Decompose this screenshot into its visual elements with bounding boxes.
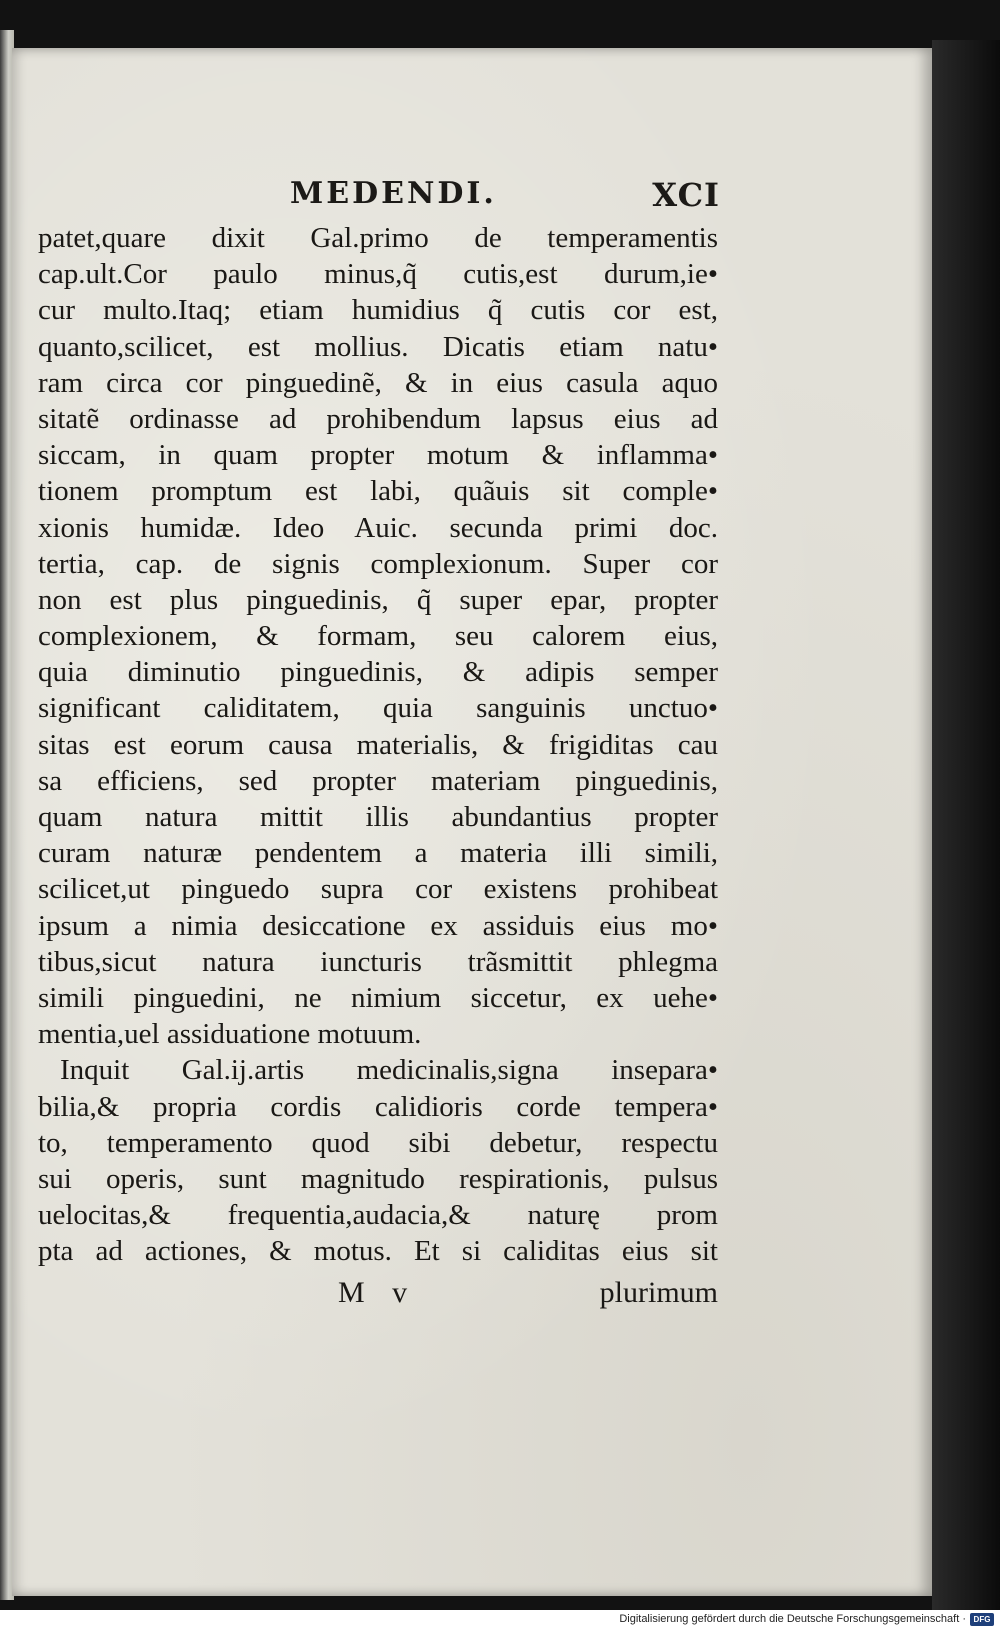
credit-bar [0, 1610, 1000, 1630]
text-line: complexionem, & formam, seu calorem eius, [38, 620, 718, 653]
body-text [38, 220, 718, 1269]
text-line: siccam, in quam propter motum & inflamma• [38, 439, 718, 472]
text-line: Inquit Gal.ij.artis medicinalis,signa insepara• [60, 1054, 718, 1087]
text-line: scilicet,ut pinguedo supra cor existens prohibeat [38, 873, 718, 906]
signature-mark: M v [338, 1276, 418, 1309]
text-line: sitatẽ ordinasse ad prohibendum lapsus eius ad [38, 402, 718, 435]
page-footer [38, 1276, 718, 1316]
text-line: tertia, cap. de signis complexionum. Super cor [38, 547, 718, 580]
running-head: MEDENDI. [290, 176, 497, 211]
page-header [290, 176, 720, 220]
text-line: quam natura mittit illis abundantius propter [38, 801, 718, 833]
text-line: quia diminutio pinguedinis, & adipis semper [38, 656, 718, 689]
text-line: simili pinguedini, ne nimium siccetur, ex uehe• [38, 981, 718, 1014]
folio-number: XCI [652, 176, 720, 214]
text-line: uelocitas,& frequentia,audacia,& naturę prom [38, 1199, 718, 1232]
text-line: non est plus pinguedinis, q̃ super epar, propter [38, 583, 718, 616]
text-line: significant caliditatem, quia sanguinis unctuo• [38, 692, 718, 725]
text-line: sa efficiens, sed propter materiam pinguedinis, [38, 764, 718, 797]
text-line: ipsum a nimia desiccatione ex assiduis eius mo• [38, 909, 718, 942]
text-line: sitas est eorum causa materialis, & frigiditas cau [38, 728, 718, 761]
text-line: curam naturæ pendentem a materia illi simili, [38, 837, 718, 870]
text-line: tibus,sicut natura iuncturis trãsmittit phlegma [38, 945, 718, 978]
text-line: ram circa cor pinguedinẽ, & in eius casula aquo [38, 366, 718, 399]
credit-text: Digitalisierung gefördert durch die Deutsche Forschungsgemeinschaft · [619, 1613, 966, 1625]
text-line: sui operis, sunt magnitudo respirationis, pulsus [38, 1162, 718, 1195]
text-line: quanto,scilicet, est mollius. Dicatis etiam natu• [38, 330, 718, 363]
text-line: pta ad actiones, & motus. Et si caliditas eius sit [38, 1235, 718, 1268]
text-line: patet,quare dixit Gal.primo de temperamentis [38, 222, 718, 254]
text-line: mentia,uel assiduatione motuum. [38, 1018, 422, 1051]
page-gutter-right [932, 40, 1000, 1610]
text-line: to, temperamento quod sibi debetur, respectu [38, 1126, 718, 1159]
text-line: cap.ult.Cor paulo minus,q̃ cutis,est durum,ie• [38, 258, 718, 291]
text-line: tionem promptum est labi, quãuis sit comple• [38, 475, 718, 508]
text-line: xionis humidæ. Ideo Auic. secunda primi doc. [38, 511, 718, 544]
dfg-logo: DFG [970, 1613, 994, 1626]
text-line: bilia,& propria cordis calidioris corde tempera• [38, 1090, 718, 1123]
catchword: plurimum [599, 1276, 718, 1309]
text-line: cur multo.Itaq; etiam humidius q̃ cutis cor est, [38, 294, 718, 327]
